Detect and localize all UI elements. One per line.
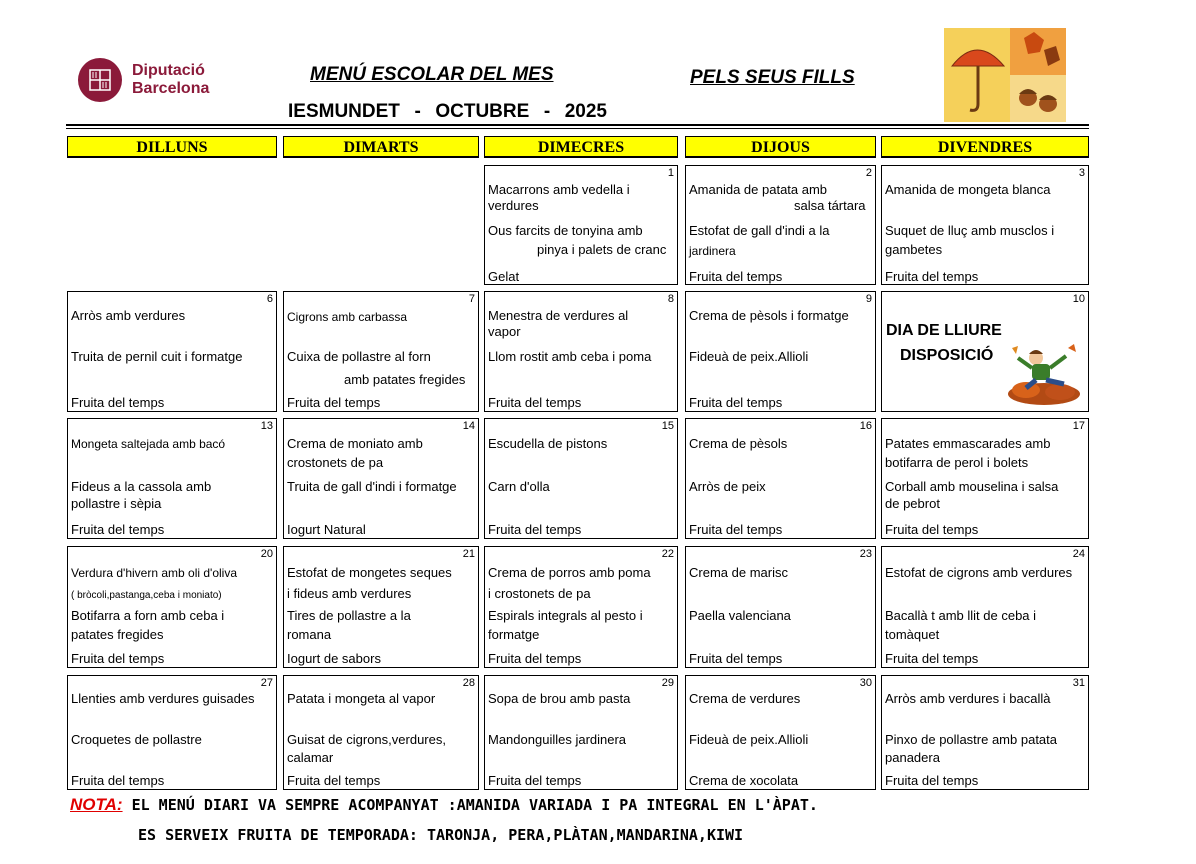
second-course: Pinxo de pollastre amb patata — [885, 732, 1057, 747]
dessert: Fruita del temps — [287, 395, 381, 410]
menu-cell — [67, 291, 277, 412]
second-course: Suquet de lluç amb musclos i — [885, 223, 1055, 238]
second-course: Fideuà de peix.Allioli — [689, 732, 809, 747]
dessert: Fruita del temps — [488, 773, 582, 788]
second-course: Guisat de cigrons,verdures, — [287, 732, 446, 747]
first-course-cont: ( bròcoli,pastanga,ceba i moniato) — [71, 590, 222, 601]
second-course: Bacallà t amb llit de ceba i — [885, 608, 1037, 623]
second-course-cont: formatge — [488, 627, 540, 642]
first-course: Crema de pèsols — [689, 436, 788, 451]
first-course-cont: i crostonets de pa — [488, 586, 591, 601]
menu-cell — [484, 418, 678, 539]
second-course: Croquetes de pollastre — [71, 732, 202, 747]
first-course: Sopa de brou amb pasta — [488, 691, 631, 706]
first-course-cont: botifarra de perol i bolets — [885, 455, 1029, 470]
day-number: 16 — [859, 420, 872, 432]
autumn-illustration — [944, 28, 1066, 122]
dessert: Fruita del temps — [71, 395, 165, 410]
header-rule-thin — [66, 128, 1089, 129]
day-number: 9 — [865, 293, 872, 305]
holiday-label-cont: DISPOSICIÓ — [900, 347, 994, 364]
day-header-thursday: DIJOUS — [685, 136, 876, 158]
dessert: Fruita del temps — [885, 651, 979, 666]
day-number: 2 — [865, 167, 872, 179]
menu-cell — [484, 675, 678, 790]
second-course-cont: de pebrot — [885, 496, 940, 511]
coat-of-arms-icon — [78, 58, 122, 102]
day-header-friday: DIVENDRES — [881, 136, 1089, 158]
first-course-cont: salsa tártara — [794, 198, 866, 213]
dessert: Fruita del temps — [71, 651, 165, 666]
holiday-label: DIA DE LLIURE — [886, 322, 1002, 339]
day-number: 29 — [661, 677, 674, 689]
first-course: Cigrons amb carbassa — [287, 310, 408, 324]
day-number: 6 — [266, 293, 273, 305]
second-course-cont: amb patates fregides — [344, 372, 466, 387]
footer-note — [70, 795, 818, 815]
menu-cell — [685, 546, 876, 668]
menu-cell — [881, 546, 1089, 668]
menu-cell — [283, 546, 479, 668]
second-course: Arròs de peix — [689, 479, 766, 494]
menu-cell — [67, 418, 277, 539]
menu-cell — [484, 546, 678, 668]
first-course: Escudella de pistons — [488, 436, 608, 451]
menu-cell — [283, 291, 479, 412]
dessert: Fruita del temps — [488, 522, 582, 537]
first-course: Macarrons amb vedella i — [488, 182, 630, 197]
menu-cell — [67, 546, 277, 668]
child-in-leaves-illustration — [1006, 340, 1082, 406]
dessert: Fruita del temps — [689, 269, 783, 284]
first-course: Arròs amb verdures — [71, 308, 186, 323]
second-course: Mandonguilles jardinera — [488, 732, 627, 747]
menu-cell — [67, 675, 277, 790]
day-number: 3 — [1078, 167, 1085, 179]
second-course: Paella valenciana — [689, 608, 791, 623]
logo-line-2: Barcelona — [132, 80, 210, 97]
day-number: 15 — [661, 420, 674, 432]
dessert: Fruita del temps — [689, 395, 783, 410]
day-header-tuesday: DIMARTS — [283, 136, 479, 158]
dessert: Fruita del temps — [885, 269, 979, 284]
dessert: Fruita del temps — [885, 522, 979, 537]
second-course-cont: pollastre i sèpia — [71, 496, 162, 511]
day-number: 13 — [260, 420, 273, 432]
first-course: Estofat de cigrons amb verdures — [885, 565, 1073, 580]
day-number: 27 — [260, 677, 273, 689]
first-course: Crema de marisc — [689, 565, 788, 580]
dessert: Fruita del temps — [287, 773, 381, 788]
first-course: Menestra de verdures al — [488, 308, 629, 323]
second-course: Botifarra a forn amb ceba i — [71, 608, 225, 623]
dessert: Fruita del temps — [488, 651, 582, 666]
menu-cell — [484, 291, 678, 412]
menu-cell — [881, 165, 1089, 285]
day-number: 31 — [1072, 677, 1085, 689]
menu-cell — [685, 675, 876, 790]
first-course: Llenties amb verdures guisades — [71, 691, 255, 706]
dessert: Fruita del temps — [689, 522, 783, 537]
second-course-cont: patates fregides — [71, 627, 164, 642]
menu-cell — [685, 418, 876, 539]
second-course: Espirals integrals al pesto i — [488, 608, 643, 623]
first-course: Crema de verdures — [689, 691, 801, 706]
page-title: MENÚ ESCOLAR DEL MES — [310, 64, 554, 85]
day-number: 14 — [462, 420, 475, 432]
second-course-cont: romana — [287, 627, 332, 642]
logo-line-1: Diputació — [132, 62, 205, 79]
first-course-cont: vapor — [488, 324, 521, 339]
second-course: Carn d'olla — [488, 479, 550, 494]
second-course-cont: gambetes — [885, 242, 943, 257]
nota-text: EL MENÚ DIARI VA SEMPRE ACOMPANYAT :AMANIDA VARIADA I PA INTEGRAL EN L'ÀPAT. — [122, 796, 818, 814]
menu-cell-holiday — [881, 291, 1089, 412]
day-header-wednesday: DIMECRES — [484, 136, 678, 158]
footer-fruit-note: ES SERVEIX FRUITA DE TEMPORADA: TARONJA, PERA,PLÀTAN,MANDARINA,KIWI — [138, 826, 744, 844]
dessert: Fruita del temps — [488, 395, 582, 410]
second-course: Tires de pollastre a la — [287, 608, 411, 623]
dessert: Fruita del temps — [885, 773, 979, 788]
first-course: Patates emmascarades amb — [885, 436, 1051, 451]
header-rule — [66, 124, 1089, 126]
first-course: Amanida de patata amb — [689, 182, 828, 197]
dessert: Iogurt Natural — [287, 522, 366, 537]
day-number: 20 — [260, 548, 273, 560]
menu-cell — [685, 165, 876, 285]
first-course-cont: i fideus amb verdures — [287, 586, 412, 601]
second-course-cont: tomàquet — [885, 627, 940, 642]
day-number: 17 — [1072, 420, 1085, 432]
second-course: Corball amb mouselina i salsa — [885, 479, 1059, 494]
second-course-cont: jardinera — [689, 244, 736, 258]
second-course: Fideuà de peix.Allioli — [689, 349, 809, 364]
day-number: 10 — [1072, 293, 1085, 305]
first-course: Crema de moniato amb — [287, 436, 423, 451]
first-course: Crema de porros amb poma — [488, 565, 651, 580]
day-number: 21 — [462, 548, 475, 560]
page-tagline: PELS SEUS FILLS — [690, 67, 855, 88]
logo-text — [132, 62, 209, 98]
second-course: Truita de gall d'indi i formatge — [287, 479, 457, 494]
second-course: Cuixa de pollastre al forn — [287, 349, 431, 364]
day-number: 22 — [661, 548, 674, 560]
day-number: 28 — [462, 677, 475, 689]
first-course: Mongeta saltejada amb bacó — [71, 437, 226, 451]
day-number: 7 — [468, 293, 475, 305]
menu-cell — [881, 418, 1089, 539]
day-number: 23 — [859, 548, 872, 560]
dessert: Iogurt de sabors — [287, 651, 381, 666]
menu-cell — [283, 418, 479, 539]
second-course: Ous farcits de tonyina amb — [488, 223, 643, 238]
second-course: Fideus a la cassola amb — [71, 479, 212, 494]
second-course-cont: calamar — [287, 750, 334, 765]
dessert: Fruita del temps — [689, 651, 783, 666]
second-course-cont: pinya i palets de cranc — [537, 242, 667, 257]
menu-cell — [685, 291, 876, 412]
dessert: Crema de xocolata — [689, 773, 799, 788]
day-number: 24 — [1072, 548, 1085, 560]
menu-cell — [283, 675, 479, 790]
second-course: Llom rostit amb ceba i poma — [488, 349, 652, 364]
second-course: Truita de pernil cuit i formatge — [71, 349, 243, 364]
first-course-cont: crostonets de pa — [287, 455, 384, 470]
dessert: Fruita del temps — [71, 773, 165, 788]
dessert: Gelat — [488, 269, 520, 284]
day-header-monday: DILLUNS — [67, 136, 277, 158]
first-course-cont: verdures — [488, 198, 539, 213]
menu-cell — [881, 675, 1089, 790]
day-number: 1 — [667, 167, 674, 179]
page-subtitle: IESMUNDET - OCTUBRE - 2025 — [288, 101, 607, 122]
first-course: Estofat de mongetes seques — [287, 565, 452, 580]
menu-cell — [484, 165, 678, 285]
first-course: Patata i mongeta al vapor — [287, 691, 436, 706]
second-course-cont: panadera — [885, 750, 940, 765]
nota-label: NOTA: — [70, 795, 123, 814]
day-number: 8 — [667, 293, 674, 305]
first-course: Arròs amb verdures i bacallà — [885, 691, 1051, 706]
first-course: Verdura d'hivern amb oli d'oliva — [71, 566, 238, 580]
first-course: Crema de pèsols i formatge — [689, 308, 849, 323]
diputacio-logo — [78, 58, 209, 102]
day-number: 30 — [859, 677, 872, 689]
second-course: Estofat de gall d'indi a la — [689, 223, 830, 238]
dessert: Fruita del temps — [71, 522, 165, 537]
first-course: Amanida de mongeta blanca — [885, 182, 1051, 197]
